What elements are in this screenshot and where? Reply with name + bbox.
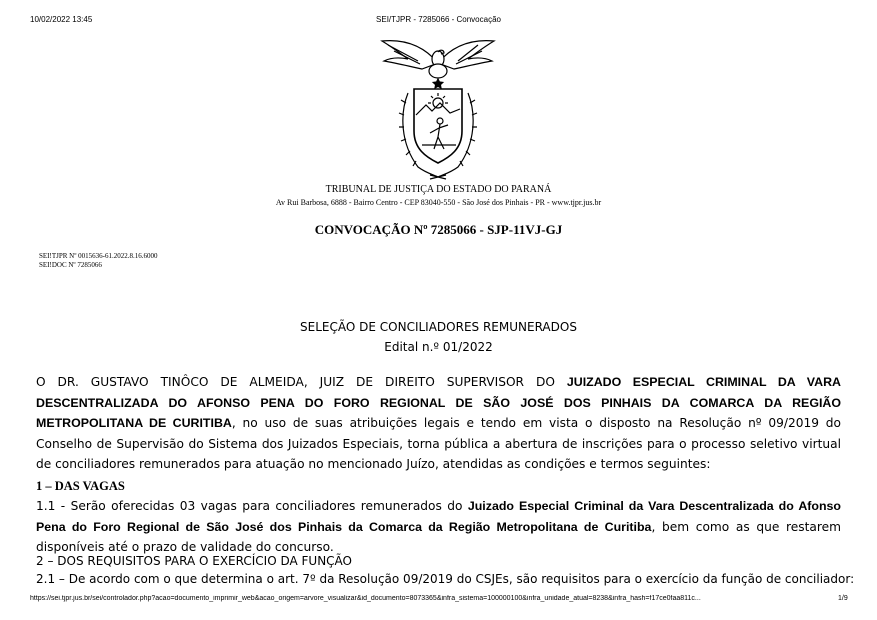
edital-number: Edital n.º 01/2022	[384, 340, 493, 354]
p11-text: 1.1 - Serão oferecidas 03 vagas para conciliadores remunerados do	[36, 499, 468, 513]
sei-process-number: SEI!TJPR Nº 0015636-61.2022.8.16.6000	[39, 252, 158, 260]
intro-court-name: JUIZADO ESPECIAL CRIMINAL DA VARA DESCENTRALIZADA DO AFONSO PENA DO FORO REGIONAL DE SÃO JOSÉ DOS PINHAIS DA COMARCA DA REGIÃO METROPOLITANA DE CURITIBA	[36, 375, 841, 430]
page-number: 1/9	[838, 595, 848, 602]
sei-doc-number: SEI!DOC Nº 7285066	[39, 261, 102, 269]
selection-title: SELEÇÃO DE CONCILIADORES REMUNERADOS	[300, 320, 577, 334]
convocation-title: CONVOCAÇÃO Nº 7285066 - SJP-11VJ-GJ	[314, 222, 563, 237]
institution-name: TRIBUNAL DE JUSTIÇA DO ESTADO DO PARANÁ	[325, 184, 552, 195]
intro-text-cont: , no uso de suas atribuições legais e tendo em vista o disposto na Resolução nº 09/2019 do Conselho de Supervisão do Sistema dos Juizados Especiais, torna pública a abertura de inscrições para o processo seletivo virtual de conciliadores remunerados para atuação no mencionado Juízo, atendidas as condições e termos seguintes:	[36, 416, 841, 471]
parana-coat-of-arms	[378, 33, 498, 183]
section-1-heading: 1 – DAS VAGAS	[36, 479, 125, 493]
print-datetime: 10/02/2022 13:45	[30, 15, 93, 24]
intro-text: O DR. GUSTAVO TINÔCO DE ALMEIDA, JUIZ DE DIREITO SUPERVISOR DO	[36, 375, 567, 389]
print-footer-url: https://sei.tjpr.jus.br/sei/controlador.php?acao=documento_imprimir_web&acao_origem=arvore_visualizar&id_documento=8073365&infra_sistema=100000100&infra_unidade_atual=8238&infra_hash=f17ce0faa811c...	[30, 595, 701, 602]
p11-text-cont: , bem como as que restarem disponíveis até o prazo de validade do concurso.	[36, 519, 841, 554]
intro-paragraph	[36, 372, 841, 475]
section-2-heading: 2 – DOS REQUISITOS PARA O EXERCÍCIO DA FUNÇÃO	[36, 554, 353, 568]
institution-address: Av Rui Barbosa, 6888 - Bairro Centro - CEP 83040-550 - São José dos Pinhais - PR - www.tjpr.jus.br	[275, 198, 602, 207]
paragraph-1-1	[36, 496, 841, 558]
paragraph-2-1: 2.1 – De acordo com o que determina o art. 7º da Resolução 09/2019 do CSJEs, são requisitos para o exercício da função de conciliador:	[36, 572, 855, 586]
print-page-title: SEI/TJPR - 7285066 - Convocação	[376, 15, 501, 24]
p11-court-name: Juizado Especial Criminal da Vara Descentralizada do Afonso Pena do Foro Regional de São José dos Pinhais da Comarca da Região Metropolitana de Curitiba	[36, 499, 841, 534]
